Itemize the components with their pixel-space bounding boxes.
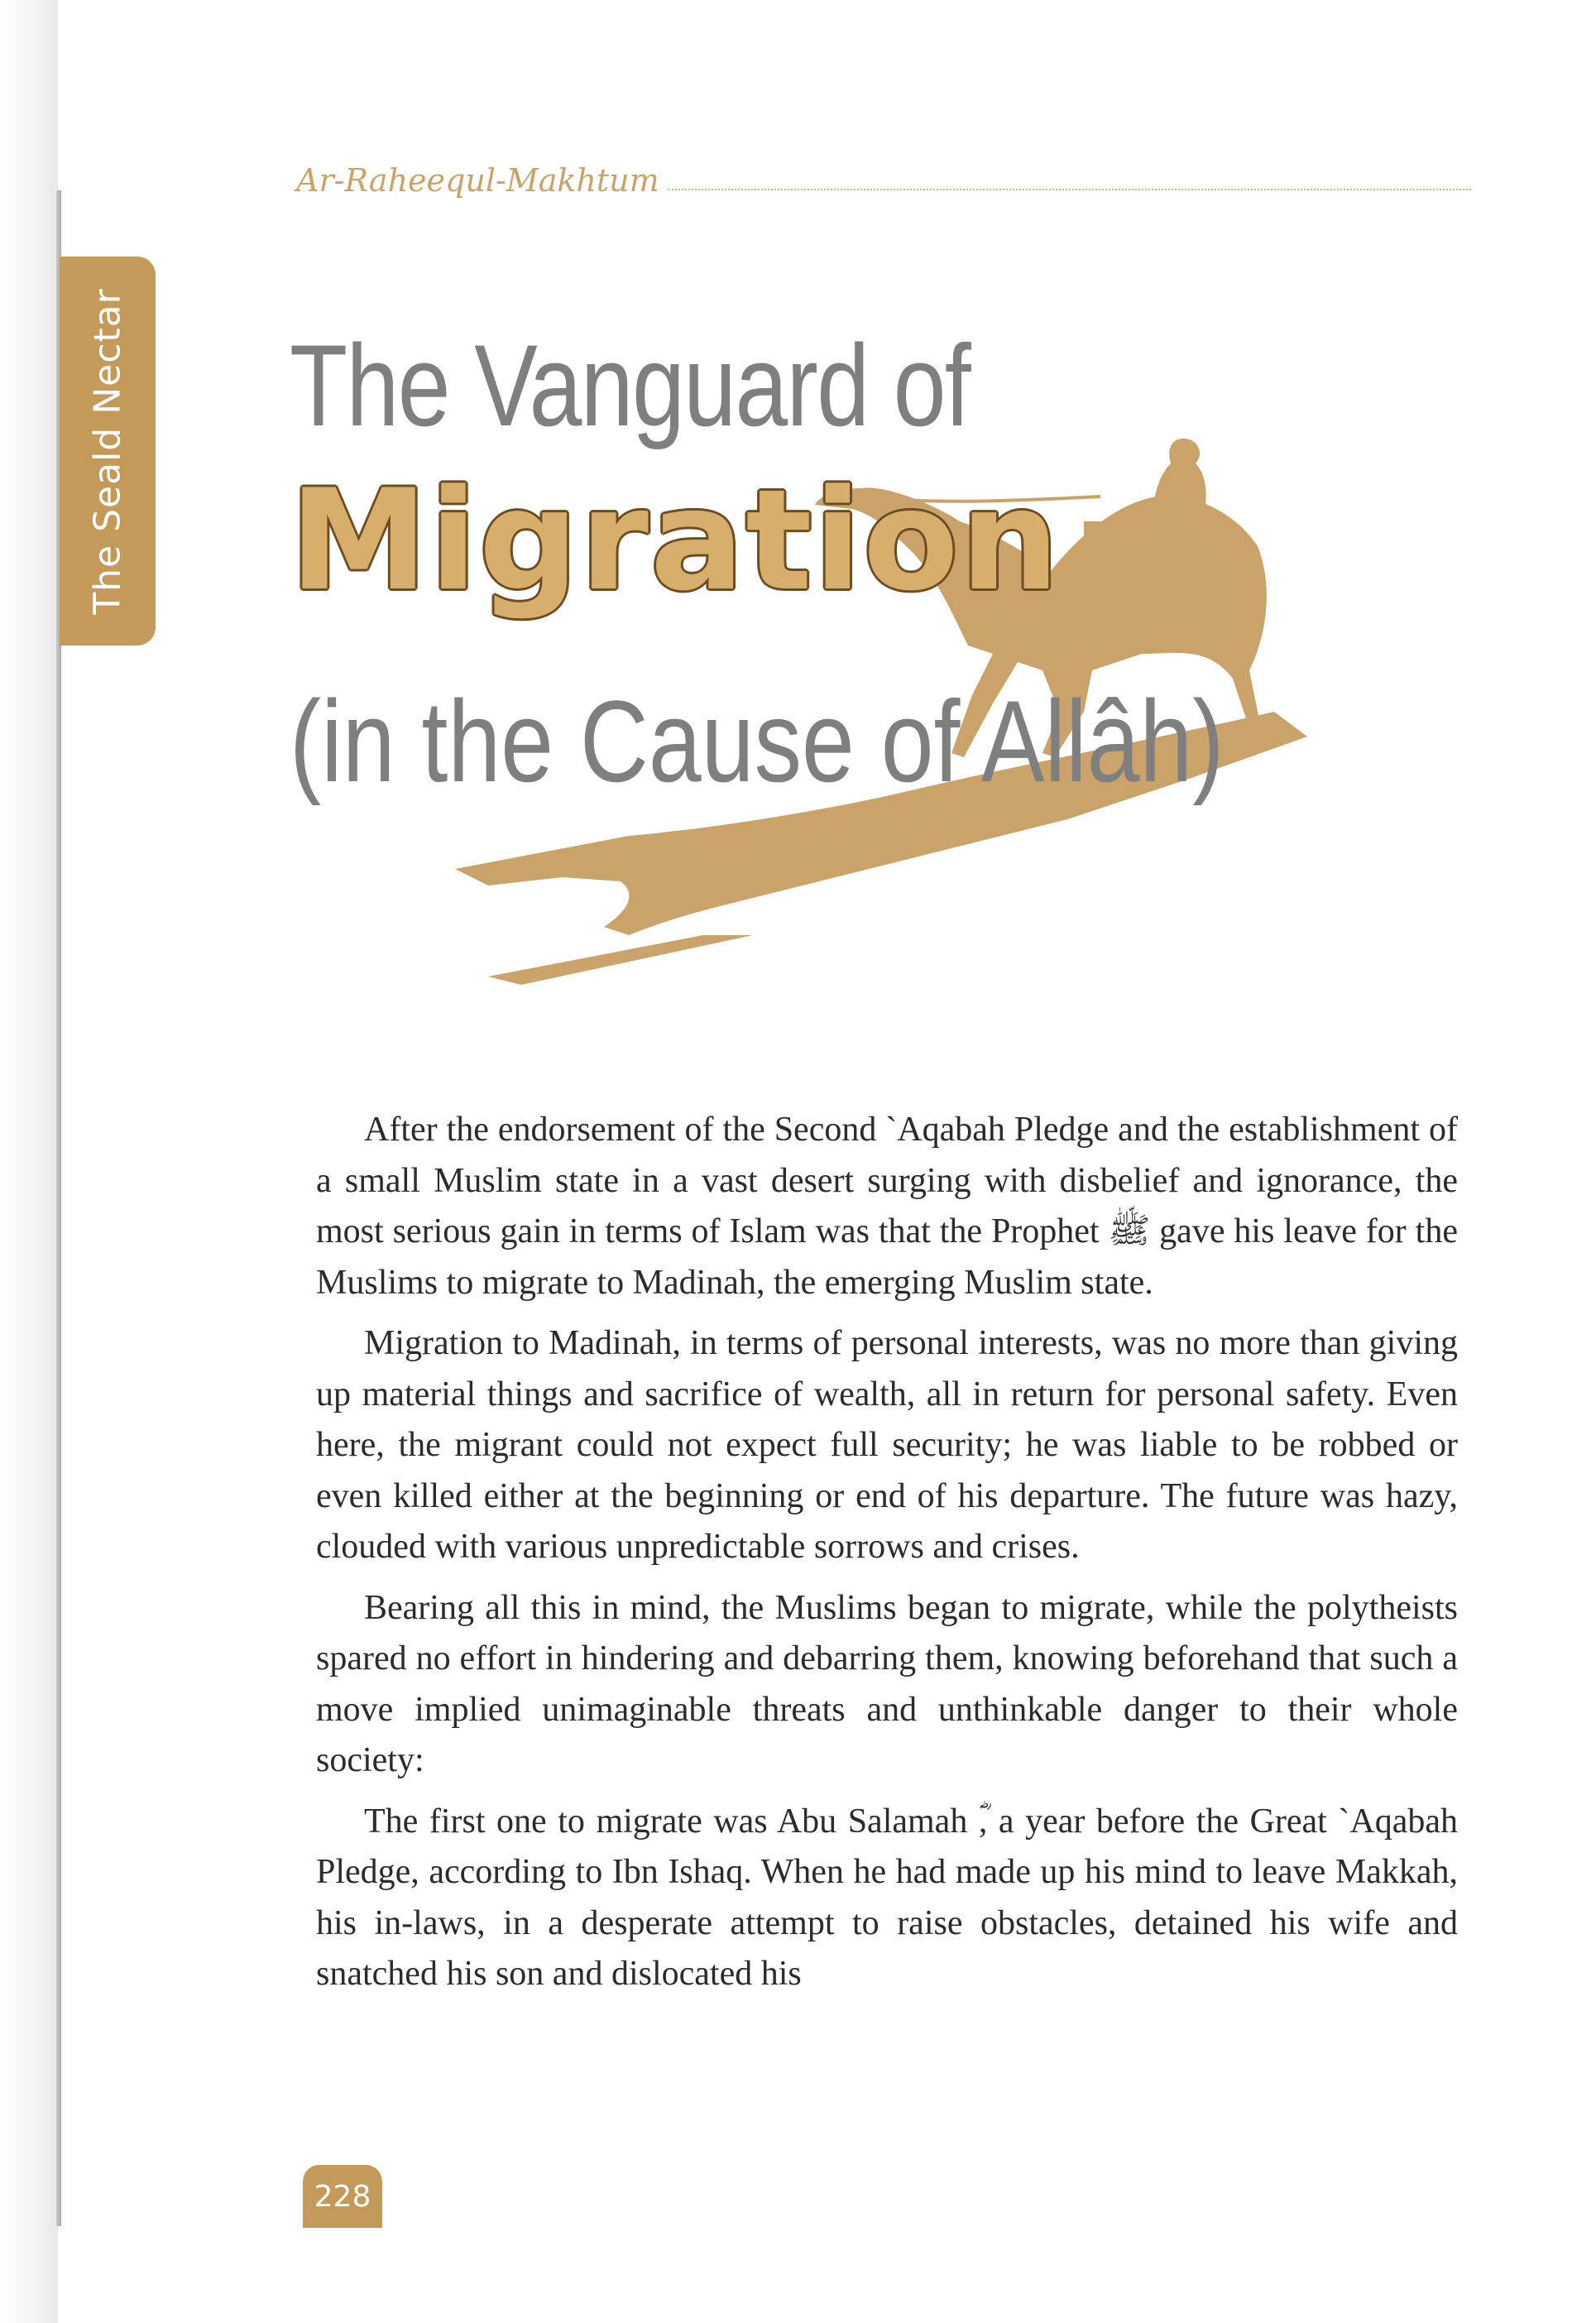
camel-shadow-tail: [488, 935, 753, 985]
paragraph: The first one to migrate was Abu Salamah ؓ, a year before the Great `Aqabah Pledge, according to Ibn Ishaq. When he had made up his mind to leave Makkah, his in-laws, in a desperate attempt to raise obstacles, detained his wife and snatched his son and dislocated his: [316, 1802, 1458, 1993]
heading-migration: Migration: [290, 459, 1062, 622]
paragraph: Bearing all this in mind, the Muslims began to migrate, while the polytheists spared no effort in hindering and debarring them, knowing beforehand that such a move implied unimaginable threats and unthinkable danger to their whole society:: [316, 1588, 1458, 1779]
body-text: [316, 1105, 1458, 2010]
book-title-text: The Seald Nectar: [86, 287, 129, 615]
page-spine-shadow: [0, 0, 58, 2323]
page-number: 228: [314, 2179, 371, 2214]
paragraph: After the endorsement of the Second `Aqabah Pledge and the establishment of a small Muslim state in a vast desert surging with disbelief and ignorance, the most serious gain in terms of Islam was that the Prophet ﷺ gave his leave for the Muslims to migrate to Madinah, the emerging Muslim state.: [316, 1111, 1458, 1302]
running-head-rule: [668, 189, 1471, 190]
running-head-title: Ar-Raheequl-Makhtum: [296, 162, 659, 199]
camel-rider: [1153, 439, 1206, 542]
running-head: [296, 149, 1471, 199]
heading-line-3: (in the Cause of Allâh): [290, 676, 1225, 806]
page-number-tab: [303, 2165, 382, 2228]
book-title-side-tab: [60, 257, 156, 646]
heading-line-1: The Vanguard of: [290, 320, 971, 450]
paragraph: Migration to Madinah, in terms of personal interests, was no more than giving up material things and sacrifice of wealth, all in return for personal safety. Even here, the migrant could not expect full security; he was liable to be robbed or even killed either at the beginning or end of his departure. The future was hazy, clouded with various unpredictable sorrows and crises.: [316, 1324, 1458, 1566]
